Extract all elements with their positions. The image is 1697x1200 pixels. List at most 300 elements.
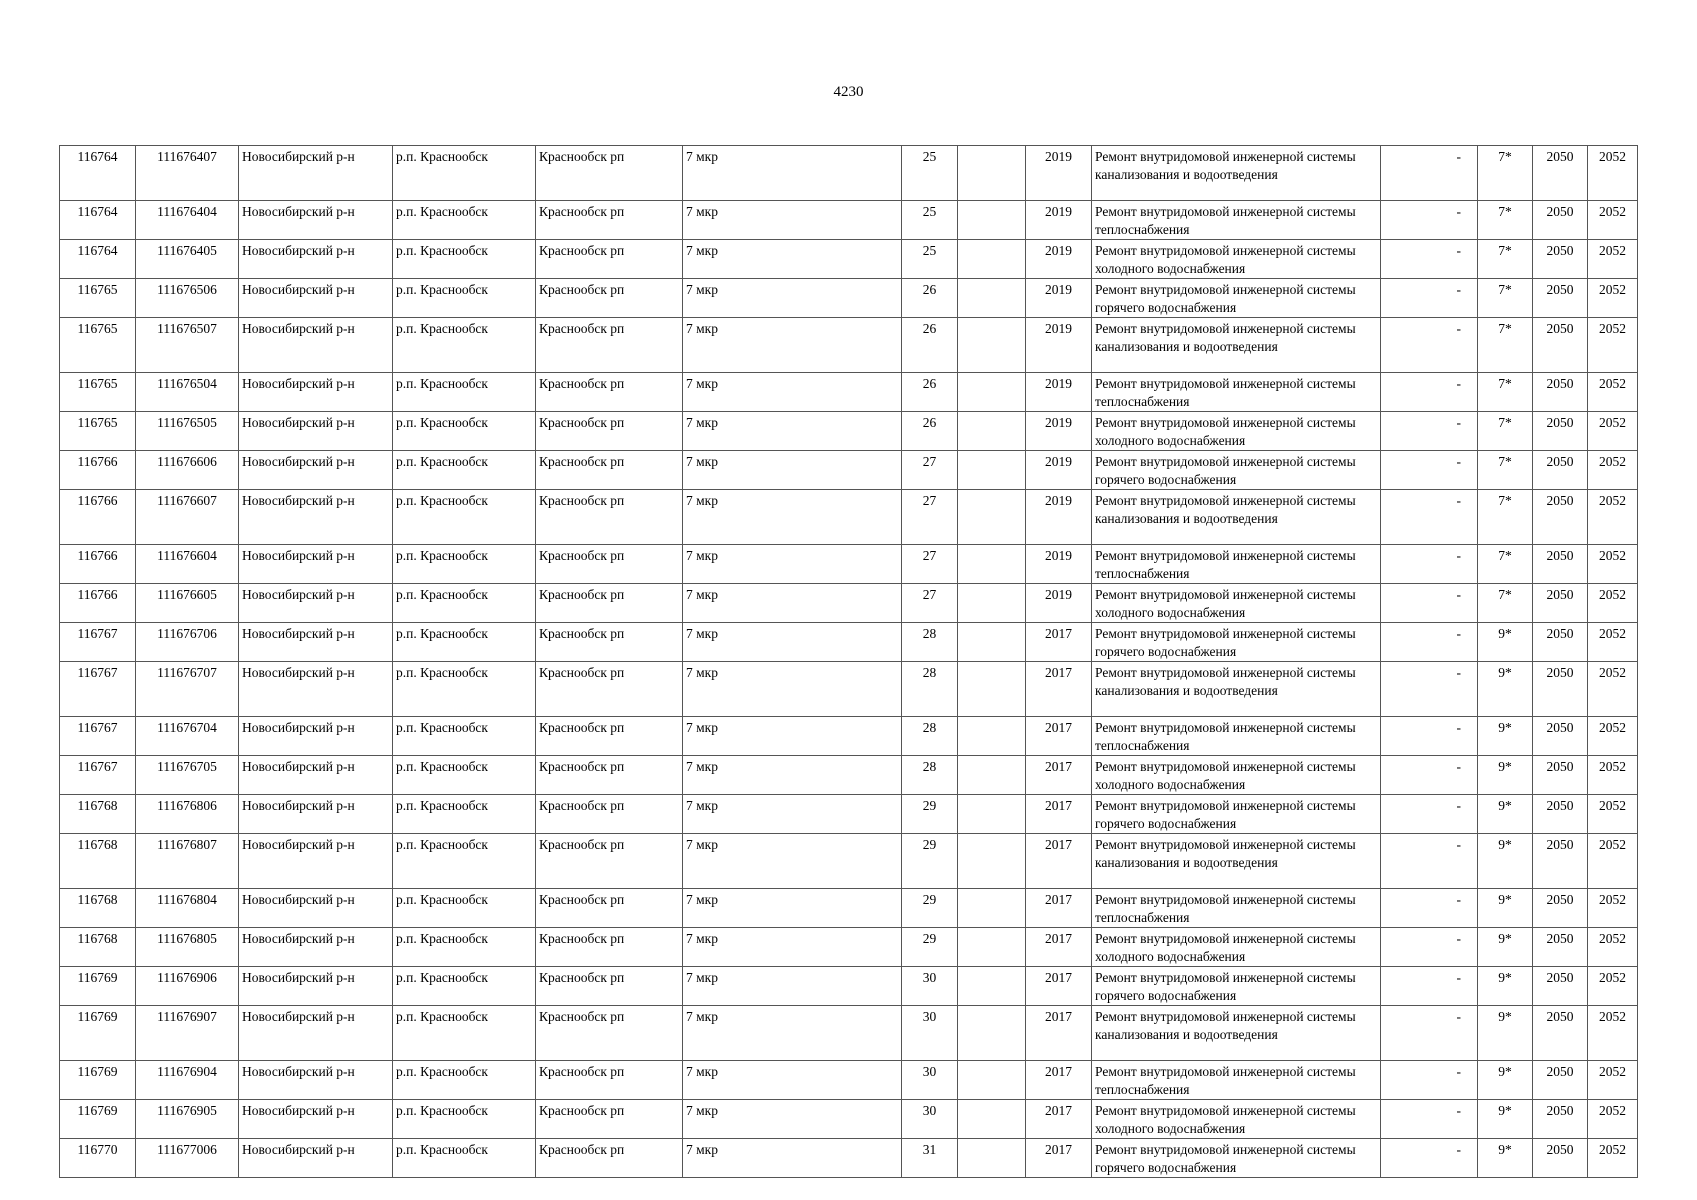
cell-work: Ремонт внутридомовой инженерной системы холодного водоснабжения (1092, 928, 1381, 967)
cell-year-end: 2052 (1588, 662, 1638, 717)
cell-year: 2019 (1026, 373, 1092, 412)
cell-settlement: р.п. Краснообск (393, 318, 536, 373)
cell-year: 2017 (1026, 967, 1092, 1006)
cell-year-start: 2050 (1533, 412, 1588, 451)
cell-year-end: 2052 (1588, 451, 1638, 490)
cell-settlement: р.п. Краснообск (393, 795, 536, 834)
cell-year: 2017 (1026, 795, 1092, 834)
cell-settlement: р.п. Краснообск (393, 201, 536, 240)
cell-street: 7 мкр (683, 928, 902, 967)
cell-work: Ремонт внутридомовой инженерной системы теплоснабжения (1092, 201, 1381, 240)
cell-settlement: р.п. Краснообск (393, 834, 536, 889)
table-row (60, 545, 1638, 584)
cell-house: 30 (902, 1006, 958, 1061)
cell-settlement: р.п. Краснообск (393, 623, 536, 662)
cell-work: Ремонт внутридомовой инженерной системы холодного водоснабжения (1092, 756, 1381, 795)
cell-settlement: р.п. Краснообск (393, 889, 536, 928)
cell-extra (958, 279, 1026, 318)
cell-year: 2017 (1026, 662, 1092, 717)
cell-year: 2017 (1026, 928, 1092, 967)
cell-year-end: 2052 (1588, 795, 1638, 834)
cell-extra (958, 412, 1026, 451)
cell-extra (958, 1100, 1026, 1139)
cell-year-start: 2050 (1533, 146, 1588, 201)
cell-settlement: р.п. Краснообск (393, 412, 536, 451)
cell-street: 7 мкр (683, 889, 902, 928)
cell-locality: Краснообск рп (536, 451, 683, 490)
cell-code: 111676806 (136, 795, 239, 834)
cell-settlement: р.п. Краснообск (393, 717, 536, 756)
cell-street: 7 мкр (683, 201, 902, 240)
cell-year-end: 2052 (1588, 1100, 1638, 1139)
cell-year-start: 2050 (1533, 318, 1588, 373)
cell-floors: 7* (1478, 412, 1533, 451)
cell-locality: Краснообск рп (536, 1139, 683, 1178)
cell-id: 116769 (60, 1100, 136, 1139)
cell-locality: Краснообск рп (536, 318, 683, 373)
cell-house: 29 (902, 928, 958, 967)
cell-year-end: 2052 (1588, 201, 1638, 240)
cell-floors: 9* (1478, 1061, 1533, 1100)
cell-id: 116767 (60, 662, 136, 717)
cell-street: 7 мкр (683, 967, 902, 1006)
cell-settlement: р.п. Краснообск (393, 451, 536, 490)
cell-district: Новосибирский р-н (239, 1139, 393, 1178)
cell-year-start: 2050 (1533, 1006, 1588, 1061)
cell-year-end: 2052 (1588, 623, 1638, 662)
cell-code: 111676407 (136, 146, 239, 201)
cell-settlement: р.п. Краснообск (393, 756, 536, 795)
cell-settlement: р.п. Краснообск (393, 1139, 536, 1178)
cell-dash: - (1381, 1100, 1478, 1139)
cell-dash: - (1381, 1061, 1478, 1100)
cell-extra (958, 584, 1026, 623)
cell-id: 116769 (60, 1006, 136, 1061)
cell-floors: 9* (1478, 967, 1533, 1006)
cell-settlement: р.п. Краснообск (393, 490, 536, 545)
table-row (60, 373, 1638, 412)
cell-house: 25 (902, 146, 958, 201)
table-row (60, 928, 1638, 967)
cell-extra (958, 795, 1026, 834)
cell-extra (958, 717, 1026, 756)
cell-id: 116765 (60, 373, 136, 412)
cell-year-start: 2050 (1533, 756, 1588, 795)
cell-year-start: 2050 (1533, 1139, 1588, 1178)
cell-street: 7 мкр (683, 146, 902, 201)
cell-year-end: 2052 (1588, 240, 1638, 279)
cell-year-end: 2052 (1588, 1139, 1638, 1178)
cell-district: Новосибирский р-н (239, 834, 393, 889)
cell-year-start: 2050 (1533, 584, 1588, 623)
cell-work: Ремонт внутридомовой инженерной системы холодного водоснабжения (1092, 240, 1381, 279)
cell-year-end: 2052 (1588, 545, 1638, 584)
cell-dash: - (1381, 412, 1478, 451)
table-row (60, 834, 1638, 889)
cell-floors: 9* (1478, 834, 1533, 889)
cell-extra (958, 834, 1026, 889)
cell-dash: - (1381, 1139, 1478, 1178)
cell-district: Новосибирский р-н (239, 490, 393, 545)
cell-code: 111676505 (136, 412, 239, 451)
cell-year-start: 2050 (1533, 717, 1588, 756)
cell-year-start: 2050 (1533, 928, 1588, 967)
cell-floors: 9* (1478, 662, 1533, 717)
cell-work: Ремонт внутридомовой инженерной системы горячего водоснабжения (1092, 451, 1381, 490)
cell-work: Ремонт внутридомовой инженерной системы горячего водоснабжения (1092, 279, 1381, 318)
cell-house: 26 (902, 318, 958, 373)
cell-district: Новосибирский р-н (239, 717, 393, 756)
cell-work: Ремонт внутридомовой инженерной системы канализования и водоотведения (1092, 146, 1381, 201)
table-body (60, 146, 1638, 1178)
cell-floors: 9* (1478, 928, 1533, 967)
cell-year-end: 2052 (1588, 490, 1638, 545)
table-row (60, 1100, 1638, 1139)
cell-year: 2019 (1026, 318, 1092, 373)
cell-extra (958, 240, 1026, 279)
cell-street: 7 мкр (683, 717, 902, 756)
cell-code: 111676605 (136, 584, 239, 623)
cell-year: 2017 (1026, 717, 1092, 756)
cell-house: 28 (902, 662, 958, 717)
table-row (60, 1061, 1638, 1100)
cell-year-end: 2052 (1588, 928, 1638, 967)
cell-locality: Краснообск рп (536, 412, 683, 451)
cell-extra (958, 1006, 1026, 1061)
cell-year: 2019 (1026, 545, 1092, 584)
cell-street: 7 мкр (683, 1139, 902, 1178)
cell-id: 116765 (60, 412, 136, 451)
cell-floors: 9* (1478, 1100, 1533, 1139)
cell-year-start: 2050 (1533, 545, 1588, 584)
cell-locality: Краснообск рп (536, 967, 683, 1006)
cell-year-start: 2050 (1533, 201, 1588, 240)
cell-code: 111676506 (136, 279, 239, 318)
cell-id: 116768 (60, 928, 136, 967)
cell-floors: 7* (1478, 451, 1533, 490)
cell-extra (958, 889, 1026, 928)
cell-work: Ремонт внутридомовой инженерной системы канализования и водоотведения (1092, 834, 1381, 889)
cell-district: Новосибирский р-н (239, 451, 393, 490)
cell-district: Новосибирский р-н (239, 928, 393, 967)
cell-dash: - (1381, 490, 1478, 545)
table-row (60, 1006, 1638, 1061)
cell-extra (958, 1139, 1026, 1178)
cell-year: 2019 (1026, 584, 1092, 623)
table-row (60, 146, 1638, 201)
cell-house: 25 (902, 240, 958, 279)
cell-dash: - (1381, 756, 1478, 795)
cell-floors: 9* (1478, 1139, 1533, 1178)
cell-floors: 7* (1478, 279, 1533, 318)
cell-locality: Краснообск рп (536, 146, 683, 201)
cell-id: 116768 (60, 889, 136, 928)
table-row (60, 1139, 1638, 1178)
cell-dash: - (1381, 201, 1478, 240)
cell-locality: Краснообск рп (536, 928, 683, 967)
cell-year-end: 2052 (1588, 318, 1638, 373)
cell-dash: - (1381, 584, 1478, 623)
cell-code: 111676504 (136, 373, 239, 412)
cell-id: 116766 (60, 490, 136, 545)
cell-work: Ремонт внутридомовой инженерной системы холодного водоснабжения (1092, 412, 1381, 451)
cell-settlement: р.п. Краснообск (393, 584, 536, 623)
cell-year-start: 2050 (1533, 834, 1588, 889)
cell-extra (958, 490, 1026, 545)
cell-district: Новосибирский р-н (239, 146, 393, 201)
cell-year-start: 2050 (1533, 373, 1588, 412)
cell-dash: - (1381, 318, 1478, 373)
cell-street: 7 мкр (683, 756, 902, 795)
cell-district: Новосибирский р-н (239, 967, 393, 1006)
cell-code: 111676804 (136, 889, 239, 928)
cell-district: Новосибирский р-н (239, 373, 393, 412)
cell-id: 116766 (60, 545, 136, 584)
cell-year-start: 2050 (1533, 662, 1588, 717)
cell-year-end: 2052 (1588, 373, 1638, 412)
cell-code: 111676704 (136, 717, 239, 756)
cell-settlement: р.п. Краснообск (393, 928, 536, 967)
cell-work: Ремонт внутридомовой инженерной системы теплоснабжения (1092, 717, 1381, 756)
table-row (60, 318, 1638, 373)
cell-locality: Краснообск рп (536, 1100, 683, 1139)
table-row (60, 412, 1638, 451)
cell-district: Новосибирский р-н (239, 279, 393, 318)
table-row (60, 584, 1638, 623)
cell-locality: Краснообск рп (536, 279, 683, 318)
cell-extra (958, 1061, 1026, 1100)
cell-dash: - (1381, 717, 1478, 756)
cell-floors: 7* (1478, 584, 1533, 623)
cell-year-start: 2050 (1533, 490, 1588, 545)
cell-locality: Краснообск рп (536, 1006, 683, 1061)
page-number: 4230 (833, 84, 864, 100)
cell-work: Ремонт внутридомовой инженерной системы канализования и водоотведения (1092, 1006, 1381, 1061)
cell-house: 25 (902, 201, 958, 240)
cell-code: 111676607 (136, 490, 239, 545)
cell-year: 2017 (1026, 1006, 1092, 1061)
cell-year-start: 2050 (1533, 279, 1588, 318)
cell-year-start: 2050 (1533, 623, 1588, 662)
cell-locality: Краснообск рп (536, 201, 683, 240)
cell-settlement: р.п. Краснообск (393, 545, 536, 584)
cell-dash: - (1381, 623, 1478, 662)
cell-floors: 9* (1478, 795, 1533, 834)
cell-code: 111676906 (136, 967, 239, 1006)
cell-year: 2019 (1026, 412, 1092, 451)
cell-id: 116765 (60, 318, 136, 373)
table-row (60, 490, 1638, 545)
table-row (60, 623, 1638, 662)
cell-id: 116767 (60, 717, 136, 756)
cell-locality: Краснообск рп (536, 490, 683, 545)
cell-house: 28 (902, 623, 958, 662)
cell-locality: Краснообск рп (536, 756, 683, 795)
cell-street: 7 мкр (683, 1006, 902, 1061)
cell-house: 30 (902, 967, 958, 1006)
cell-year-end: 2052 (1588, 412, 1638, 451)
cell-house: 29 (902, 889, 958, 928)
registry-table (59, 145, 1638, 1178)
cell-house: 27 (902, 545, 958, 584)
cell-street: 7 мкр (683, 240, 902, 279)
cell-year: 2017 (1026, 756, 1092, 795)
table-row (60, 279, 1638, 318)
cell-street: 7 мкр (683, 373, 902, 412)
cell-district: Новосибирский р-н (239, 662, 393, 717)
cell-code: 111676405 (136, 240, 239, 279)
cell-dash: - (1381, 146, 1478, 201)
cell-code: 111676707 (136, 662, 239, 717)
table-row (60, 795, 1638, 834)
cell-dash: - (1381, 545, 1478, 584)
cell-id: 116764 (60, 146, 136, 201)
cell-street: 7 мкр (683, 623, 902, 662)
cell-street: 7 мкр (683, 584, 902, 623)
cell-year: 2017 (1026, 889, 1092, 928)
cell-settlement: р.п. Краснообск (393, 146, 536, 201)
cell-year: 2019 (1026, 201, 1092, 240)
cell-id: 116768 (60, 795, 136, 834)
cell-year: 2017 (1026, 1100, 1092, 1139)
cell-house: 27 (902, 584, 958, 623)
cell-dash: - (1381, 373, 1478, 412)
cell-work: Ремонт внутридомовой инженерной системы канализования и водоотведения (1092, 318, 1381, 373)
cell-year-end: 2052 (1588, 279, 1638, 318)
cell-settlement: р.п. Краснообск (393, 279, 536, 318)
cell-extra (958, 662, 1026, 717)
cell-year-start: 2050 (1533, 795, 1588, 834)
cell-extra (958, 373, 1026, 412)
cell-house: 26 (902, 279, 958, 318)
cell-house: 27 (902, 490, 958, 545)
cell-year-end: 2052 (1588, 756, 1638, 795)
cell-locality: Краснообск рп (536, 662, 683, 717)
cell-house: 26 (902, 412, 958, 451)
cell-work: Ремонт внутридомовой инженерной системы теплоснабжения (1092, 1061, 1381, 1100)
cell-district: Новосибирский р-н (239, 795, 393, 834)
cell-house: 29 (902, 795, 958, 834)
cell-code: 111676404 (136, 201, 239, 240)
cell-street: 7 мкр (683, 279, 902, 318)
cell-dash: - (1381, 662, 1478, 717)
cell-house: 30 (902, 1100, 958, 1139)
cell-year-end: 2052 (1588, 834, 1638, 889)
cell-settlement: р.п. Краснообск (393, 240, 536, 279)
cell-year-end: 2052 (1588, 584, 1638, 623)
cell-district: Новосибирский р-н (239, 240, 393, 279)
cell-house: 28 (902, 756, 958, 795)
cell-extra (958, 967, 1026, 1006)
cell-district: Новосибирский р-н (239, 1100, 393, 1139)
cell-floors: 9* (1478, 756, 1533, 795)
cell-code: 111676905 (136, 1100, 239, 1139)
cell-settlement: р.п. Краснообск (393, 373, 536, 412)
cell-street: 7 мкр (683, 662, 902, 717)
cell-floors: 9* (1478, 1006, 1533, 1061)
cell-floors: 7* (1478, 201, 1533, 240)
cell-street: 7 мкр (683, 318, 902, 373)
cell-extra (958, 545, 1026, 584)
cell-work: Ремонт внутридомовой инженерной системы теплоснабжения (1092, 373, 1381, 412)
cell-street: 7 мкр (683, 490, 902, 545)
cell-code: 111676604 (136, 545, 239, 584)
cell-work: Ремонт внутридомовой инженерной системы канализования и водоотведения (1092, 662, 1381, 717)
cell-floors: 7* (1478, 545, 1533, 584)
cell-year: 2017 (1026, 1061, 1092, 1100)
table-row (60, 201, 1638, 240)
cell-locality: Краснообск рп (536, 889, 683, 928)
cell-house: 29 (902, 834, 958, 889)
cell-year: 2017 (1026, 623, 1092, 662)
cell-code: 111676507 (136, 318, 239, 373)
cell-work: Ремонт внутридомовой инженерной системы холодного водоснабжения (1092, 1100, 1381, 1139)
cell-dash: - (1381, 967, 1478, 1006)
cell-dash: - (1381, 928, 1478, 967)
cell-district: Новосибирский р-н (239, 1006, 393, 1061)
cell-house: 26 (902, 373, 958, 412)
cell-settlement: р.п. Краснообск (393, 662, 536, 717)
table-row (60, 889, 1638, 928)
cell-dash: - (1381, 240, 1478, 279)
cell-id: 116768 (60, 834, 136, 889)
cell-settlement: р.п. Краснообск (393, 1061, 536, 1100)
cell-work: Ремонт внутридомовой инженерной системы горячего водоснабжения (1092, 795, 1381, 834)
cell-district: Новосибирский р-н (239, 584, 393, 623)
cell-dash: - (1381, 834, 1478, 889)
cell-house: 31 (902, 1139, 958, 1178)
cell-locality: Краснообск рп (536, 623, 683, 662)
cell-district: Новосибирский р-н (239, 201, 393, 240)
cell-year-end: 2052 (1588, 967, 1638, 1006)
cell-year: 2019 (1026, 146, 1092, 201)
cell-dash: - (1381, 795, 1478, 834)
cell-floors: 7* (1478, 318, 1533, 373)
cell-id: 116767 (60, 623, 136, 662)
cell-year-start: 2050 (1533, 967, 1588, 1006)
cell-dash: - (1381, 889, 1478, 928)
cell-street: 7 мкр (683, 545, 902, 584)
cell-extra (958, 623, 1026, 662)
cell-street: 7 мкр (683, 1100, 902, 1139)
cell-year: 2017 (1026, 1139, 1092, 1178)
cell-work: Ремонт внутридомовой инженерной системы горячего водоснабжения (1092, 623, 1381, 662)
cell-district: Новосибирский р-н (239, 889, 393, 928)
cell-work: Ремонт внутридомовой инженерной системы горячего водоснабжения (1092, 1139, 1381, 1178)
cell-locality: Краснообск рп (536, 545, 683, 584)
cell-year-start: 2050 (1533, 240, 1588, 279)
cell-id: 116767 (60, 756, 136, 795)
cell-locality: Краснообск рп (536, 373, 683, 412)
cell-year-end: 2052 (1588, 889, 1638, 928)
cell-work: Ремонт внутридомовой инженерной системы горячего водоснабжения (1092, 967, 1381, 1006)
cell-house: 27 (902, 451, 958, 490)
cell-dash: - (1381, 451, 1478, 490)
cell-id: 116764 (60, 201, 136, 240)
cell-street: 7 мкр (683, 834, 902, 889)
cell-locality: Краснообск рп (536, 795, 683, 834)
cell-street: 7 мкр (683, 795, 902, 834)
cell-code: 111676904 (136, 1061, 239, 1100)
cell-work: Ремонт внутридомовой инженерной системы канализования и водоотведения (1092, 490, 1381, 545)
cell-code: 111676706 (136, 623, 239, 662)
cell-id: 116769 (60, 1061, 136, 1100)
cell-settlement: р.п. Краснообск (393, 1100, 536, 1139)
cell-street: 7 мкр (683, 1061, 902, 1100)
cell-district: Новосибирский р-н (239, 756, 393, 795)
cell-locality: Краснообск рп (536, 834, 683, 889)
cell-locality: Краснообск рп (536, 717, 683, 756)
